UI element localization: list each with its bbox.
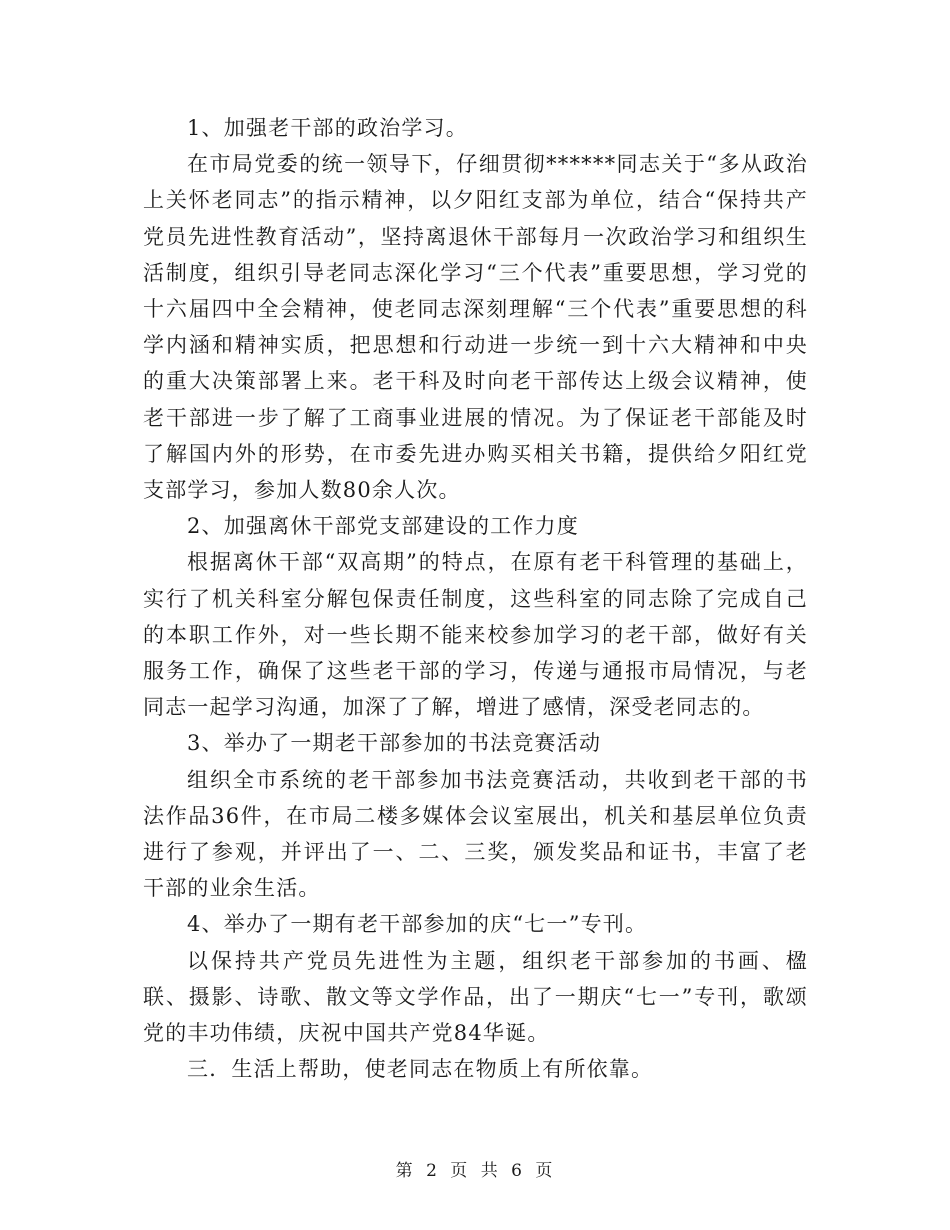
section-heading-three: 三．生活上帮助，使老同志在物质上有所依靠。 xyxy=(187,1057,654,1082)
paragraph-special-issue: 以保持共产党员先进性为主题，组织老干部参加的书画、楹联、摄影、诗歌、散文等文学作品，出了一期庆“七一”专刊，歌颂党的丰功伟绩，庆祝中国共产党84华诞。 xyxy=(143,948,808,1046)
document-body xyxy=(143,110,808,1087)
paragraph-party-branch: 根据离休干部“双高期”的特点，在原有老干科管理的基础上，实行了机关科室分解包保责任制度，这些科室的同志除了完成自己的本职工作外，对一些长期不能来校参加学习的老干部，做好有关服务工作，确保了这些老干部的学习，传递与通报市局情况，与老同志一起学习沟通，加深了了解，增进了感情，深受老同志的。 xyxy=(143,550,808,720)
section-heading-3: 3、举办了一期老干部参加的书法竞赛活动 xyxy=(187,731,602,756)
paragraph-political-study: 在市局党委的统一领导下，仔细贯彻******同志关于“多从政治上关怀老同志”的指示精神，以夕阳红支部为单位，结合“保持共产党员先进性教育活动”，坚持离退休干部每月一次政治学习和组织生活制度，组织引导老同志深化学习“三个代表”重要思想，学习党的十六届四中全会精神，使老同志深刻理解“三个代表”重要思想的科学内涵和精神实质，把思想和行动进一步统一到十六大精神和中央的重大决策部署上来。老干科及时向老干部传达上级会议精神，使老干部进一步了解了工商事业进展的情况。为了保证老干部能及时了解国内外的形势，在市委先进办购买相关书籍，提供给夕阳红党支部学习，参加人数80余人次。 xyxy=(143,152,808,503)
page-number-footer: 第 2 页 共 6 页 xyxy=(395,1161,555,1181)
section-heading-2: 2、加强离休干部党支部建设的工作力度 xyxy=(187,514,579,539)
section-heading-1: 1、加强老干部的政治学习。 xyxy=(187,116,468,140)
paragraph-calligraphy: 组织全市系统的老干部参加书法竞赛活动，共收到老干部的书法作品36件，在市局二楼多媒体会议室展出，机关和基层单位负责进行了参观，并评出了一、二、三奖，颁发奖品和证书，丰富了老干部的业余生活。 xyxy=(143,767,808,901)
section-heading-4: 4、举办了一期有老干部参加的庆“七一”专刊。 xyxy=(187,912,648,937)
